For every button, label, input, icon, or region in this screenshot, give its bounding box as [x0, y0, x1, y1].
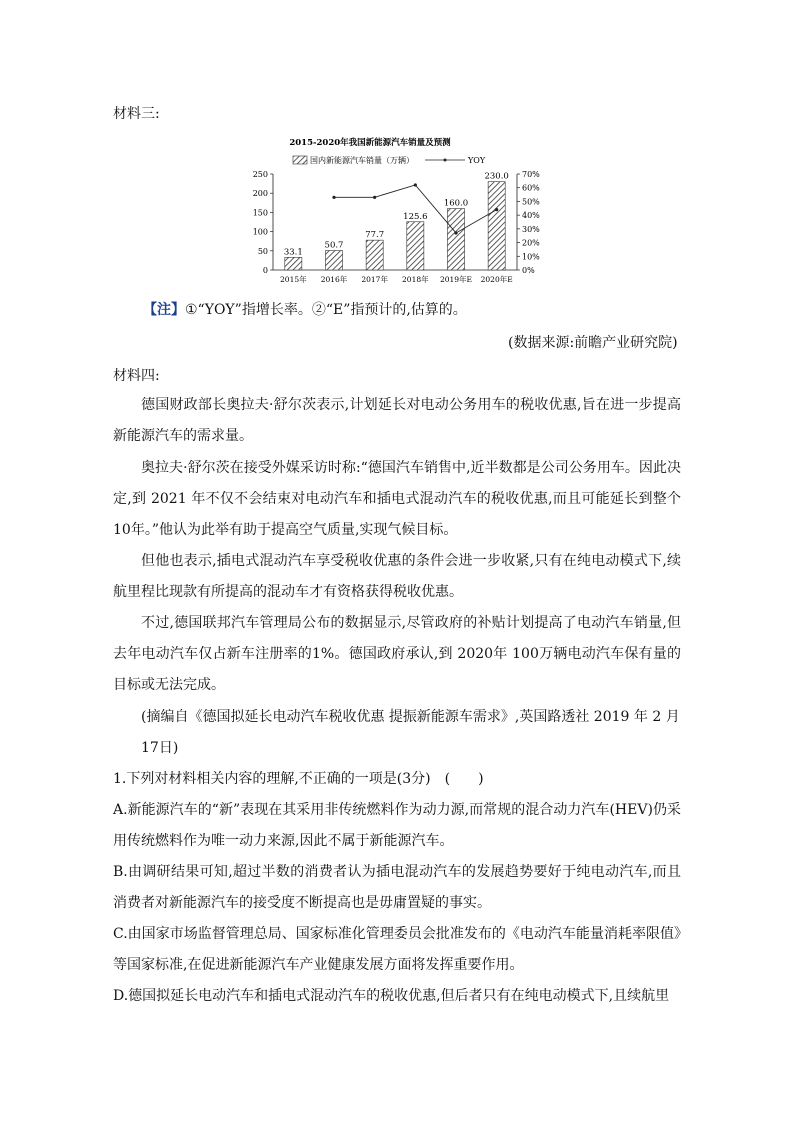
x-tick-label: 2018年 [402, 275, 429, 284]
sales-chart [225, 128, 555, 288]
material4-paragraph-2: 奥拉夫·舒尔茨在接受外媒采访时称:“德国汽车销售中,近半数都是公司公务用车。因此决定,到 2021 年不仅不会结束对电动汽车和插电式混动汽车的税收优惠,而且可能延长到整个 10年。”他认为此举有助于提高空气质量,实现气候目标。 [113, 460, 681, 538]
right-tick-label: 70% [522, 170, 540, 179]
right-tick-label: 60% [522, 183, 540, 193]
x-tick-label: 2017年 [361, 275, 388, 284]
x-tick-label: 2015年 [280, 275, 307, 284]
right-tick-label: 40% [522, 211, 540, 221]
left-tick-label: 0 [262, 266, 268, 275]
option-a: A.新能源汽车的“新”表现在其采用非传统燃料作为动力源,而常规的混合动力汽车(HEV)仍采用传统燃料作为唯一动力来源,因此不属于新能源汽车。 [113, 802, 681, 849]
sales-bar [447, 209, 464, 270]
bar-value-label: 33.1 [283, 247, 303, 258]
bar-value-label: 125.6 [403, 211, 428, 222]
material4-paragraph-4: 不过,德国联邦汽车管理局公布的数据显示,尽管政府的补贴计划提高了电动汽车销量,但去年电动汽车仅占新车注册率的1%。德国政府承认,到 2020年 100万辆电动汽车保有量的目标或无法完成。 [113, 615, 681, 693]
x-tick-label: 2019年E [439, 275, 473, 284]
sales-bar [488, 182, 505, 270]
material4-paragraph-1: 德国财政部长奥拉夫·舒尔茨表示,计划延长对电动公务用车的税收优惠,旨在进一步提高新能源汽车的需求量。 [113, 397, 681, 444]
yoy-point [454, 231, 457, 234]
left-tick-label: 50 [257, 246, 268, 256]
legend-bar-label: 国内新能源汽车销量（万辆） [310, 156, 414, 165]
material4-heading: 材料四: [113, 368, 160, 384]
bar-value-label: 160.0 [443, 198, 469, 209]
chart-title: 2015-2020年我国新能源汽车销量及预测 [289, 138, 451, 148]
x-tick-label: 2020年E [480, 275, 513, 284]
yoy-point [373, 196, 376, 199]
left-tick-label: 100 [252, 227, 268, 237]
right-tick-label: 30% [522, 224, 540, 234]
chart-plot-area [253, 170, 540, 284]
note-tag: 【注】 [143, 302, 185, 318]
legend-line-label: YOY [468, 156, 486, 165]
left-tick-label: 200 [252, 189, 268, 199]
sales-bar [285, 257, 302, 270]
chart-legend [293, 155, 486, 165]
bar-value-label: 230.0 [484, 171, 509, 182]
sales-bar [366, 240, 383, 270]
citation: (摘编自《德国拟延长电动汽车税收优惠 提振新能源车需求》,英国路透社 2019 年 2 月17日) [141, 709, 680, 756]
bar-value-label: 50.7 [324, 240, 344, 251]
bar-value-label: 77.7 [365, 230, 385, 241]
material4-paragraph-3: 但他也表示,插电式混动汽车享受税收优惠的条件会进一步收紧,只有在纯电动模式下,续航里程比现款有所提高的混动车才有资格获得税收优惠。 [113, 553, 681, 600]
legend-bar-swatch [293, 156, 307, 164]
left-tick-label: 150 [252, 208, 268, 218]
right-tick-label: 50% [522, 197, 540, 207]
legend-line-marker [444, 159, 447, 162]
x-tick-label: 2016年 [320, 275, 348, 284]
sales-bar [407, 222, 424, 270]
option-d: D.德国拟延长电动汽车和插电式混动汽车的税收优惠,但后者只有在纯电动模式下,且续航里 [113, 988, 670, 1004]
option-c: C.由国家市场监督管理总局、国家标准化管理委员会批准发布的《电动汽车能量消耗率限值》等国家标准,在促进新能源汽车产业健康发展方面将发挥重要作用。 [113, 926, 681, 973]
data-source: (数据来源:前瞻产业研究院) [508, 335, 678, 351]
yoy-point [332, 196, 335, 199]
material3-heading: 材料三: [113, 106, 160, 122]
yoy-point [414, 183, 417, 186]
yoy-point [495, 208, 498, 211]
option-b: B.由调研结果可知,超过半数的消费者认为插电混动汽车的发展趋势要好于纯电动汽车,而且消费者对新能源汽车的接受度不断提高也是毋庸置疑的事实。 [113, 864, 681, 911]
question-stem: 1.下列对材料相关内容的理解,不正确的一项是(3分) ( ) [113, 771, 484, 787]
right-tick-label: 10% [522, 252, 540, 262]
left-tick-label: 250 [252, 170, 268, 179]
note-line [143, 300, 467, 320]
right-tick-label: 20% [522, 238, 540, 248]
right-tick-label: 0% [522, 266, 535, 275]
note-text: ①“YOY”指增长率。②“E”指预计的,估算的。 [185, 302, 467, 318]
sales-bar [325, 251, 342, 270]
